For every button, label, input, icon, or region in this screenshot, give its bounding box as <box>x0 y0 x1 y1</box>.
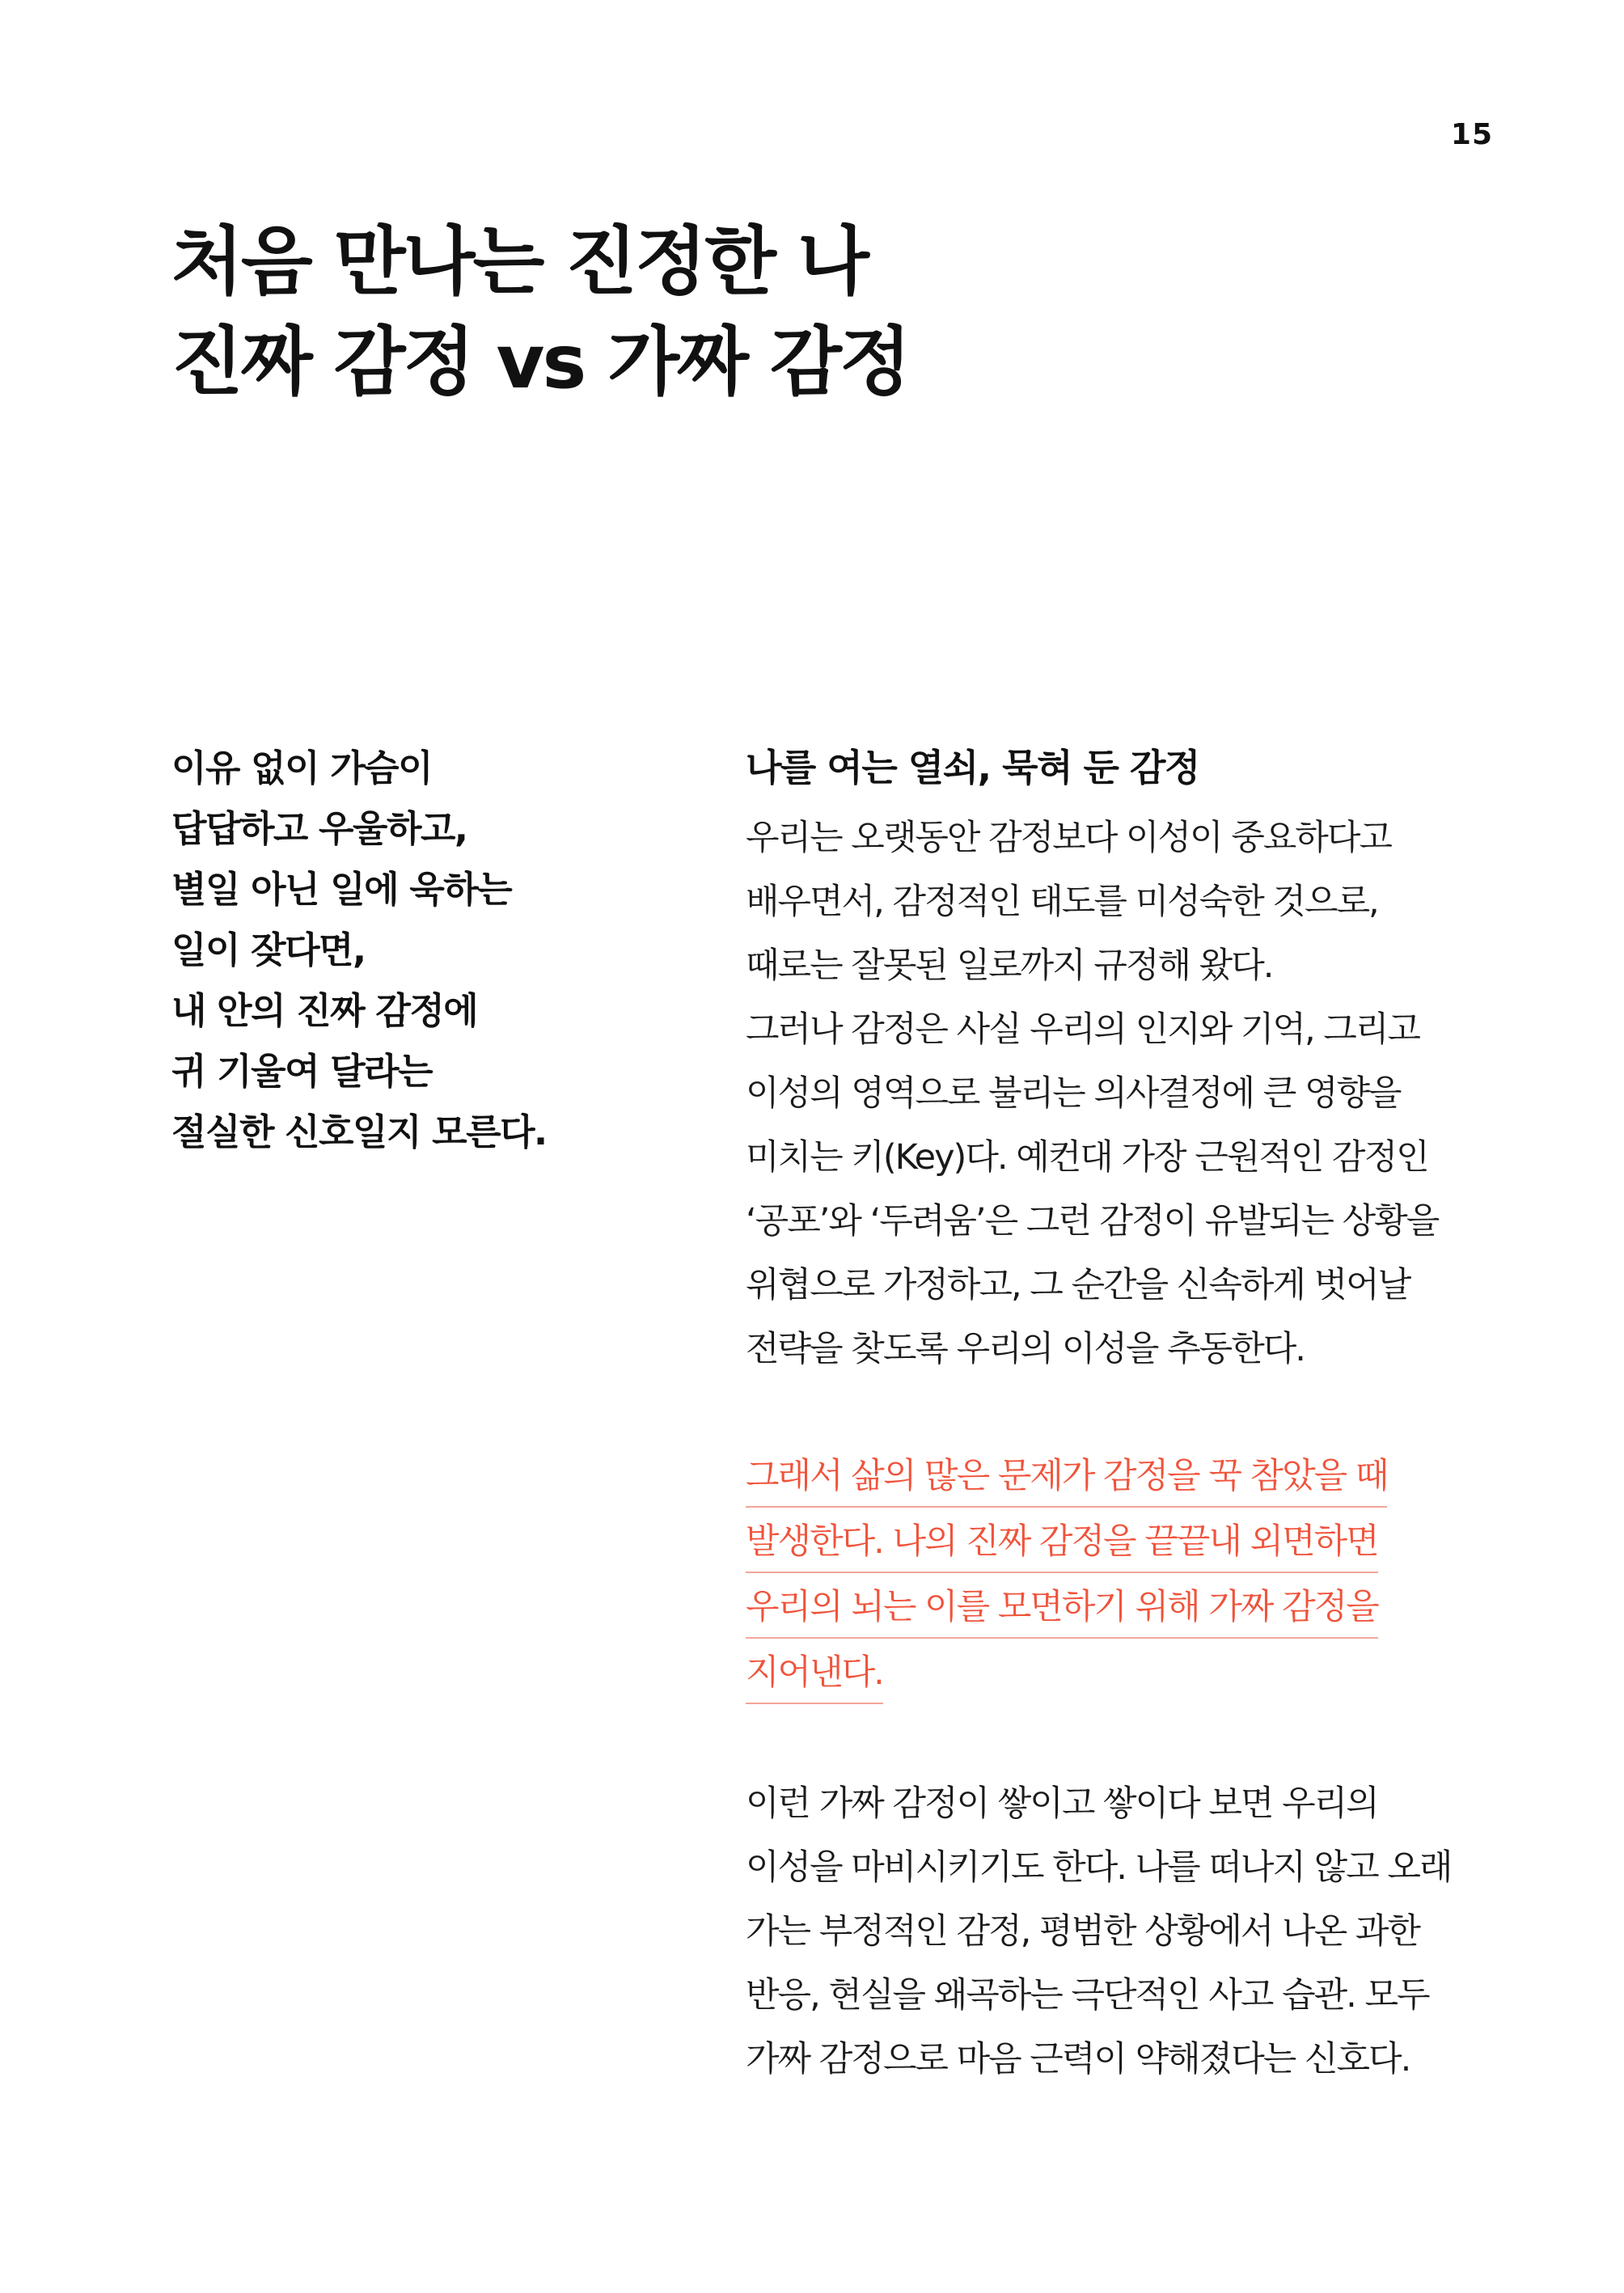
body-line: 가는 부정적인 감정, 평범한 상황에서 나온 과한 <box>746 1911 1419 1952</box>
main-column <box>746 738 1474 2092</box>
pull-quote <box>171 738 592 1162</box>
pull-quote-line: 별일 아닌 일에 욱하는 <box>171 868 512 911</box>
pull-quote-line: 절실한 신호일지 모른다. <box>171 1111 547 1153</box>
title-line: 진짜 감정 vs 가짜 감정 <box>171 319 909 405</box>
highlight-line: 지어낸다. <box>746 1643 883 1704</box>
body-line: 우리는 오랫동안 감정보다 이성이 중요하다고 <box>746 818 1391 858</box>
highlight-line: 그래서 삶의 많은 문제가 감정을 꾹 참았을 때 <box>746 1446 1387 1508</box>
body-line: ‘공포’와 ‘두려움’은 그런 감정이 유발되는 상황을 <box>746 1201 1439 1242</box>
body-line: 이성의 영역으로 불리는 의사결정에 큰 영향을 <box>746 1073 1401 1114</box>
title-line: 처음 만나는 진정한 나 <box>171 218 867 305</box>
body-line: 그러나 감정은 사실 우리의 인지와 기억, 그리고 <box>746 1009 1419 1050</box>
pull-quote-line: 답답하고 우울하고, <box>171 807 467 850</box>
highlight-line: 우리의 뇌는 이를 모면하기 위해 가짜 감정을 <box>746 1577 1378 1639</box>
body-line: 위협으로 가정하고, 그 순간을 신속하게 벗어날 <box>746 1265 1410 1305</box>
body-paragraph <box>746 806 1474 1381</box>
body-paragraph <box>746 1772 1474 2092</box>
body-line: 미치는 키(Key)다. 예컨대 가장 근원적인 감정인 <box>746 1137 1428 1178</box>
section-heading: 나를 여는 열쇠, 묵혀 둔 감정 <box>746 746 1199 789</box>
pull-quote-line: 귀 기울여 달라는 <box>171 1050 433 1093</box>
body-line: 배우면서, 감정적인 태도를 미성숙한 것으로, <box>746 882 1378 922</box>
body-line: 반응, 현실을 왜곡하는 극단적인 사고 습관. 모두 <box>746 1975 1429 2016</box>
highlighted-paragraph <box>746 1446 1474 1704</box>
pull-quote-line: 내 안의 진짜 감정에 <box>171 989 478 1032</box>
body-line: 전략을 찾도록 우리의 이성을 추동한다. <box>746 1329 1305 1369</box>
highlight-line: 발생한다. 나의 진짜 감정을 끝끝내 외면하면 <box>746 1512 1378 1573</box>
body-line: 때로는 잘못된 일로까지 규정해 왔다. <box>746 946 1273 986</box>
body-line: 가짜 감정으로 마음 근력이 약해졌다는 신호다. <box>746 2039 1410 2079</box>
page-title <box>171 212 909 412</box>
body-line: 이런 가짜 감정이 쌓이고 쌓이다 보면 우리의 <box>746 1783 1378 1824</box>
pull-quote-line: 일이 잦다면, <box>171 929 366 971</box>
pull-quote-line: 이유 없이 가슴이 <box>171 747 433 789</box>
body-line: 이성을 마비시키기도 한다. 나를 떠나지 않고 오래 <box>746 1847 1452 1888</box>
page-number: 15 <box>1450 118 1493 151</box>
